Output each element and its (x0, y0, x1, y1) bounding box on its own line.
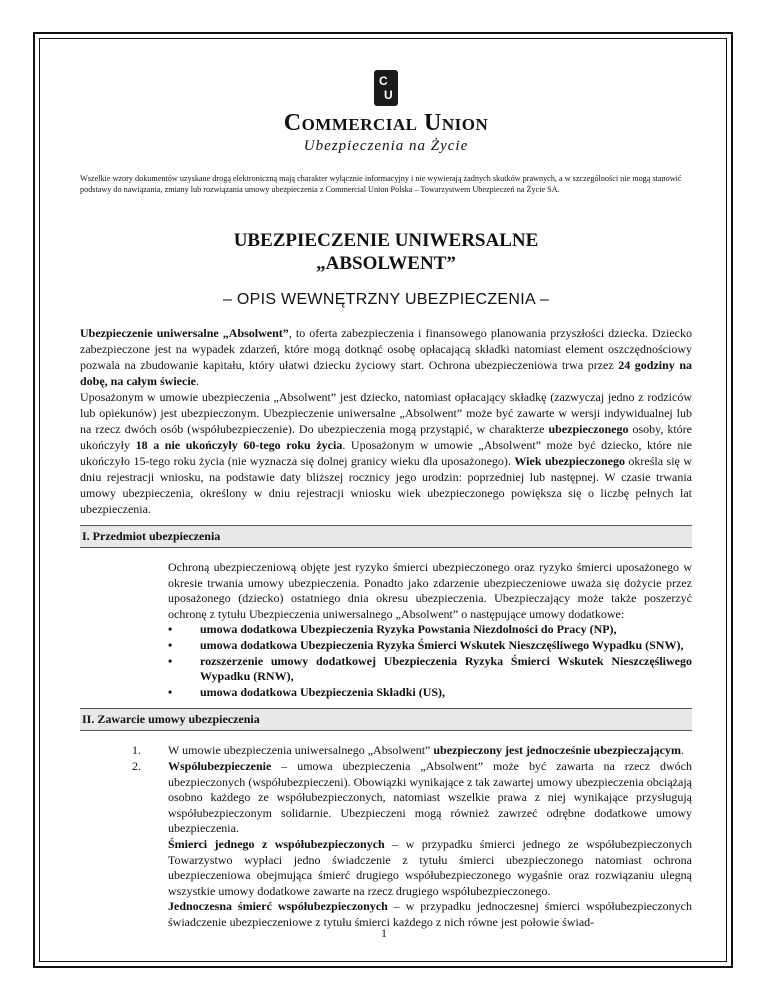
item-number: 2. (132, 758, 141, 773)
intro-section (80, 325, 692, 517)
section-2-heading: II. Zawarcie umowy ubezpieczenia (80, 708, 692, 731)
section-1-body (168, 560, 692, 700)
bullet-icon: • (168, 653, 173, 668)
item-1-text: W umowie ubezpieczenia uniwersalnego „Absolwent” (168, 743, 434, 758)
item-number: 1. (132, 743, 141, 758)
intro-p2-b: osoby, które ukończyły (80, 422, 692, 452)
death-one-paragraph (168, 837, 692, 899)
intro-paragraph-1 (80, 325, 692, 389)
legal-disclaimer: Wszelkie wzory dokumentów uzyskane drogą elektroniczną mają charakter wyłącznie informacyjny i nie wywierają żadnych skutków prawnych, a w szczególności nie mogą stanowić podstawy do nawiązania, zmiany lub rozwiązania umowy ubezpieczenia z Commercial Union Polska – Towarzystwem Ubezpieczeń na Życie SA. (80, 174, 682, 194)
bullet-icon: • (168, 622, 173, 637)
brand-name: Commercial Union (283, 110, 489, 136)
intro-p2-c: . Uposażonym w umowie „Absolwent” może być dziecko, które nie ukończyło 15-tego roku życia (nie wyznacza się dolnej granicy wieku dla uposażonego). (80, 438, 692, 468)
title-line-1: UBEZPIECZENIE UNIWERSALNE (233, 230, 539, 251)
intro-p2-a: Uposażonym w umowie ubezpieczenia „Absolwent” jest dziecko, natomiast opłacający składkę (zazwyczaj jedno z rodziców lub opiekunów) jest ubezpieczonym. Ubezpieczenie uniwersalne „Absolwent” może być zawarte w wersji indywidualnej lub na rzecz dwóch osób (współubezpieczenie). Do ubezpieczenia mogą przystąpić, w charakterze (80, 390, 692, 436)
brand-tagline: Ubezpieczenia na Życie (303, 138, 469, 154)
item-2-text: – umowa ubezpieczenia „Absolwent” może być zawarta na rzecz dwóch ubezpieczonych (współubezpieczeni). Obowiązki wynikające z tak zawartej umowy ubezpieczenia obciążają osobno każdego ze współubezpieczonych, natomiast wszelkie prawa z niej wynikające przysługują współubezpieczonym solidarnie. Ubezpieczeni mogą również zawrzeć odrębne dodatkowe umowy ubezpieczenia. (168, 758, 692, 836)
document-subtitle: – OPIS WEWNĘTRZNY UBEZPIECZENIA – (222, 291, 550, 308)
title-line-2: „ABSOLWENT” (316, 253, 456, 274)
item-1-bold: ubezpieczony jest jednocześnie ubezpieczającym (433, 743, 681, 758)
page-number: 1 (381, 926, 387, 940)
section-1-text: Ochroną ubezpieczeniową objęte jest ryzyko śmierci ubezpieczonego oraz ryzyko śmierci uposażonego w okresie trwania umowy ubezpieczenia. Ponadto jako zdarzenie ubezpieczeniowe uważa się dożycie przez uposażonego (dziecko) ostatniego dnia okresu ubezpieczenia. Ubezpieczający może także poszerzyć ochronę z tytułu Ubezpieczenia uniwersalnego „Absolwent” o następujące umowy dodatkowe: (168, 560, 692, 621)
intro-p1-bold: Ubezpieczenie uniwersalne „Absolwent” (80, 326, 289, 340)
death-one-bold: Śmierci jednego z współubezpieczonych (168, 836, 385, 851)
list-item (168, 638, 692, 654)
death-both-bold: Jednoczesna śmierć współubezpieczonych (168, 899, 388, 914)
intro-p1-bold2: 24 godziny na dobę, na całym świecie (80, 358, 692, 388)
logo-letter-u: U (384, 88, 393, 102)
list-item-text: umowa dodatkowa Ubezpieczenia Ryzyka Powstania Niezdolności do Pracy (NP), (200, 622, 617, 637)
intro-p2-d: określa się w dniu rejestracji wniosku, na podstawie daty bliższej rocznicy jego urodzin: poprzedniej lub następnej. W czasie trwania umowy ubezpieczenia, określony w dniu rejestracji wniosku wiek ubezpieczonego powiększa się o liczbę pełnych lat ubezpieczenia. (80, 454, 693, 516)
intro-paragraph-2 (80, 389, 692, 517)
bullet-icon: • (168, 637, 173, 652)
commercial-union-logo-icon (374, 70, 398, 106)
death-both-text: – w przypadku jednoczesnej śmierci współubezpieczonych świadczenie ubezpieczeniowe z tytułu śmierci każdego z nich równe jest połowie świad- (168, 899, 692, 929)
intro-p1-text: , to oferta zabezpieczenia i finansowego planowania przyszłości dziecka. Dziecko zabezpieczone jest na wypadek zdarzeń, które mogą dotknąć osobę opłacającą składki natomiast element oszczędnościowy pozwala na zbudowanie kapitału, który ułatwi dziecku życiowy start. Ochrona ubezpieczeniowa trwa przez (80, 326, 692, 372)
numbered-item-2 (132, 758, 692, 931)
numbered-item-1 (132, 743, 692, 759)
death-one-text: – w przypadku śmierci jednego ze współubezpieczonych Towarzystwo wypłaci jedno świadczenie z tytułu śmierci ubezpieczonego natomiast ochrona ubezpieczeniowa obejmująca śmierć drugiego współubezpieczonego wygaśnie oraz rozwiązaniu ulegną wszystkie umowy dodatkowe zawarte na rzecz drugiego współubezpieczonego. (168, 836, 692, 898)
intro-p1-end: . (196, 374, 199, 388)
intro-p2-bold3: Wiek ubezpieczonego (514, 454, 625, 468)
item-2-bold: Współubezpieczenie (168, 758, 272, 773)
list-item (168, 685, 692, 701)
section-2-body (132, 743, 692, 930)
item-1-end: . (680, 743, 684, 758)
list-item-text: rozszerzenie umowy dodatkowej Ubezpieczenia Ryzyka Śmierci Wskutek Nieszczęśliwego Wypadku (RNW), (200, 653, 692, 684)
document-page (80, 60, 692, 930)
section-1-heading: I. Przedmiot ubezpieczenia (80, 525, 692, 548)
logo-letter-c: C (379, 74, 388, 88)
list-item-text: umowa dodatkowa Ubezpieczenia Ryzyka Śmierci Wskutek Nieszczęśliwego Wypadku (SNW), (200, 637, 684, 652)
list-item (168, 654, 692, 685)
intro-p2-bold1: ubezpieczonego (548, 422, 629, 436)
list-item-text: umowa dodatkowa Ubezpieczenia Składki (US), (200, 684, 446, 699)
bullet-icon: • (168, 684, 173, 699)
intro-p2-bold2: 18 a nie ukończyły 60-tego roku życia (135, 438, 343, 452)
document-title (80, 229, 692, 275)
list-item (168, 622, 692, 638)
